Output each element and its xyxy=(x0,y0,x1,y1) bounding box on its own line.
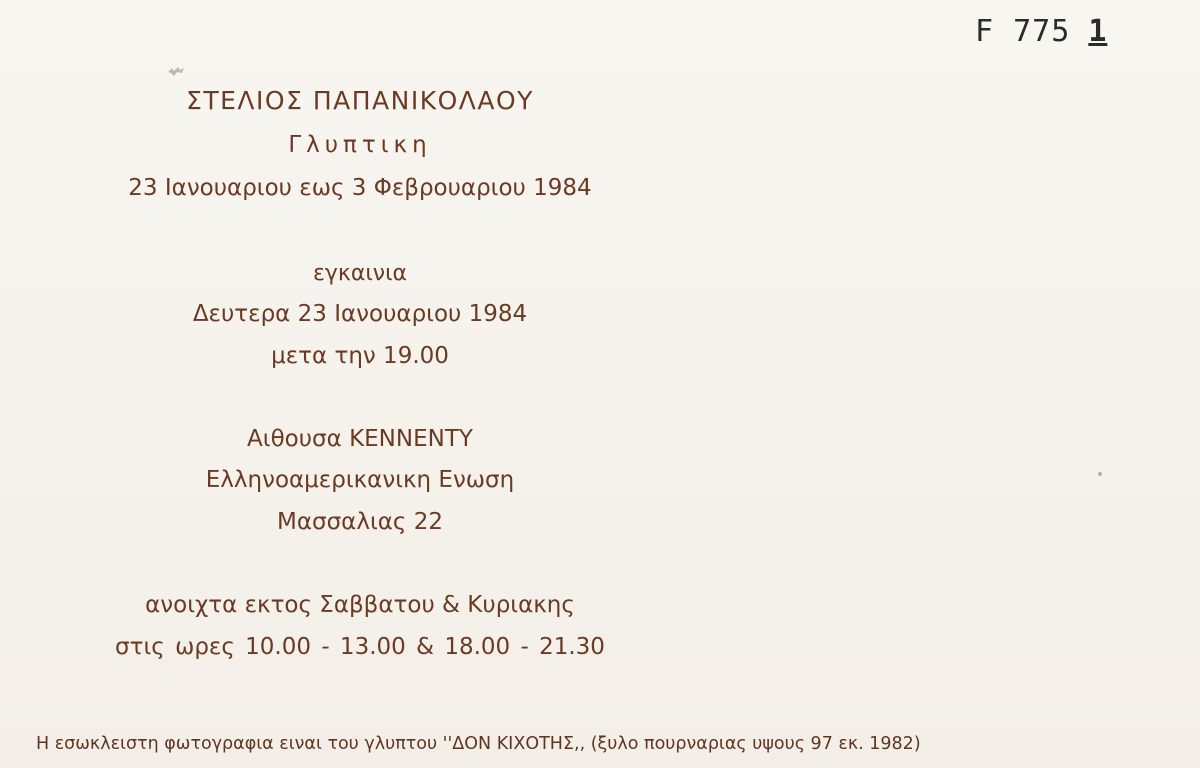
exhibition-dates: 23 Ιανουαριου εως 3 Φεβρουαριου 1984 xyxy=(128,175,592,201)
paper-speck xyxy=(1098,472,1102,476)
opening-hours-days: ανοιχτα εκτος Σαββατου & Κυριακης xyxy=(145,592,575,618)
venue-address: Μασσαλιας 22 xyxy=(277,509,443,535)
artist-name: ΣΤΕΛΙΟΣ ΠΑΠΑΝΙΚΟΛΑΟΥ xyxy=(186,86,534,115)
exhibition-subject: Γλυπτικη xyxy=(288,132,432,158)
archive-code xyxy=(975,14,1107,49)
archive-code-number: 1 xyxy=(1088,14,1108,49)
opening-label: εγκαινια xyxy=(312,261,408,286)
organization-name: Ελληνοαμερικανικη Ενωση xyxy=(205,467,515,493)
venue-name: Αιθουσα KENNENTY xyxy=(247,426,473,452)
opening-time: μετα την 19.00 xyxy=(271,343,449,369)
ink-smudge-mark xyxy=(166,66,186,78)
opening-day: Δευτερα 23 Ιανουαριου 1984 xyxy=(192,301,528,327)
photo-footnote: Η εσωκλειστη φωτογραφια ειναι του γλυπτου ''ΔΟΝ ΚΙΧΟΤΗΣ,, (ξυλο πουρναριας υψους 97 εκ. 1982) xyxy=(36,734,921,754)
archive-code-label: F 775 xyxy=(975,14,1071,49)
opening-hours-times: στις ωρες 10.00 - 13.00 & 18.00 - 21.30 xyxy=(115,634,605,660)
